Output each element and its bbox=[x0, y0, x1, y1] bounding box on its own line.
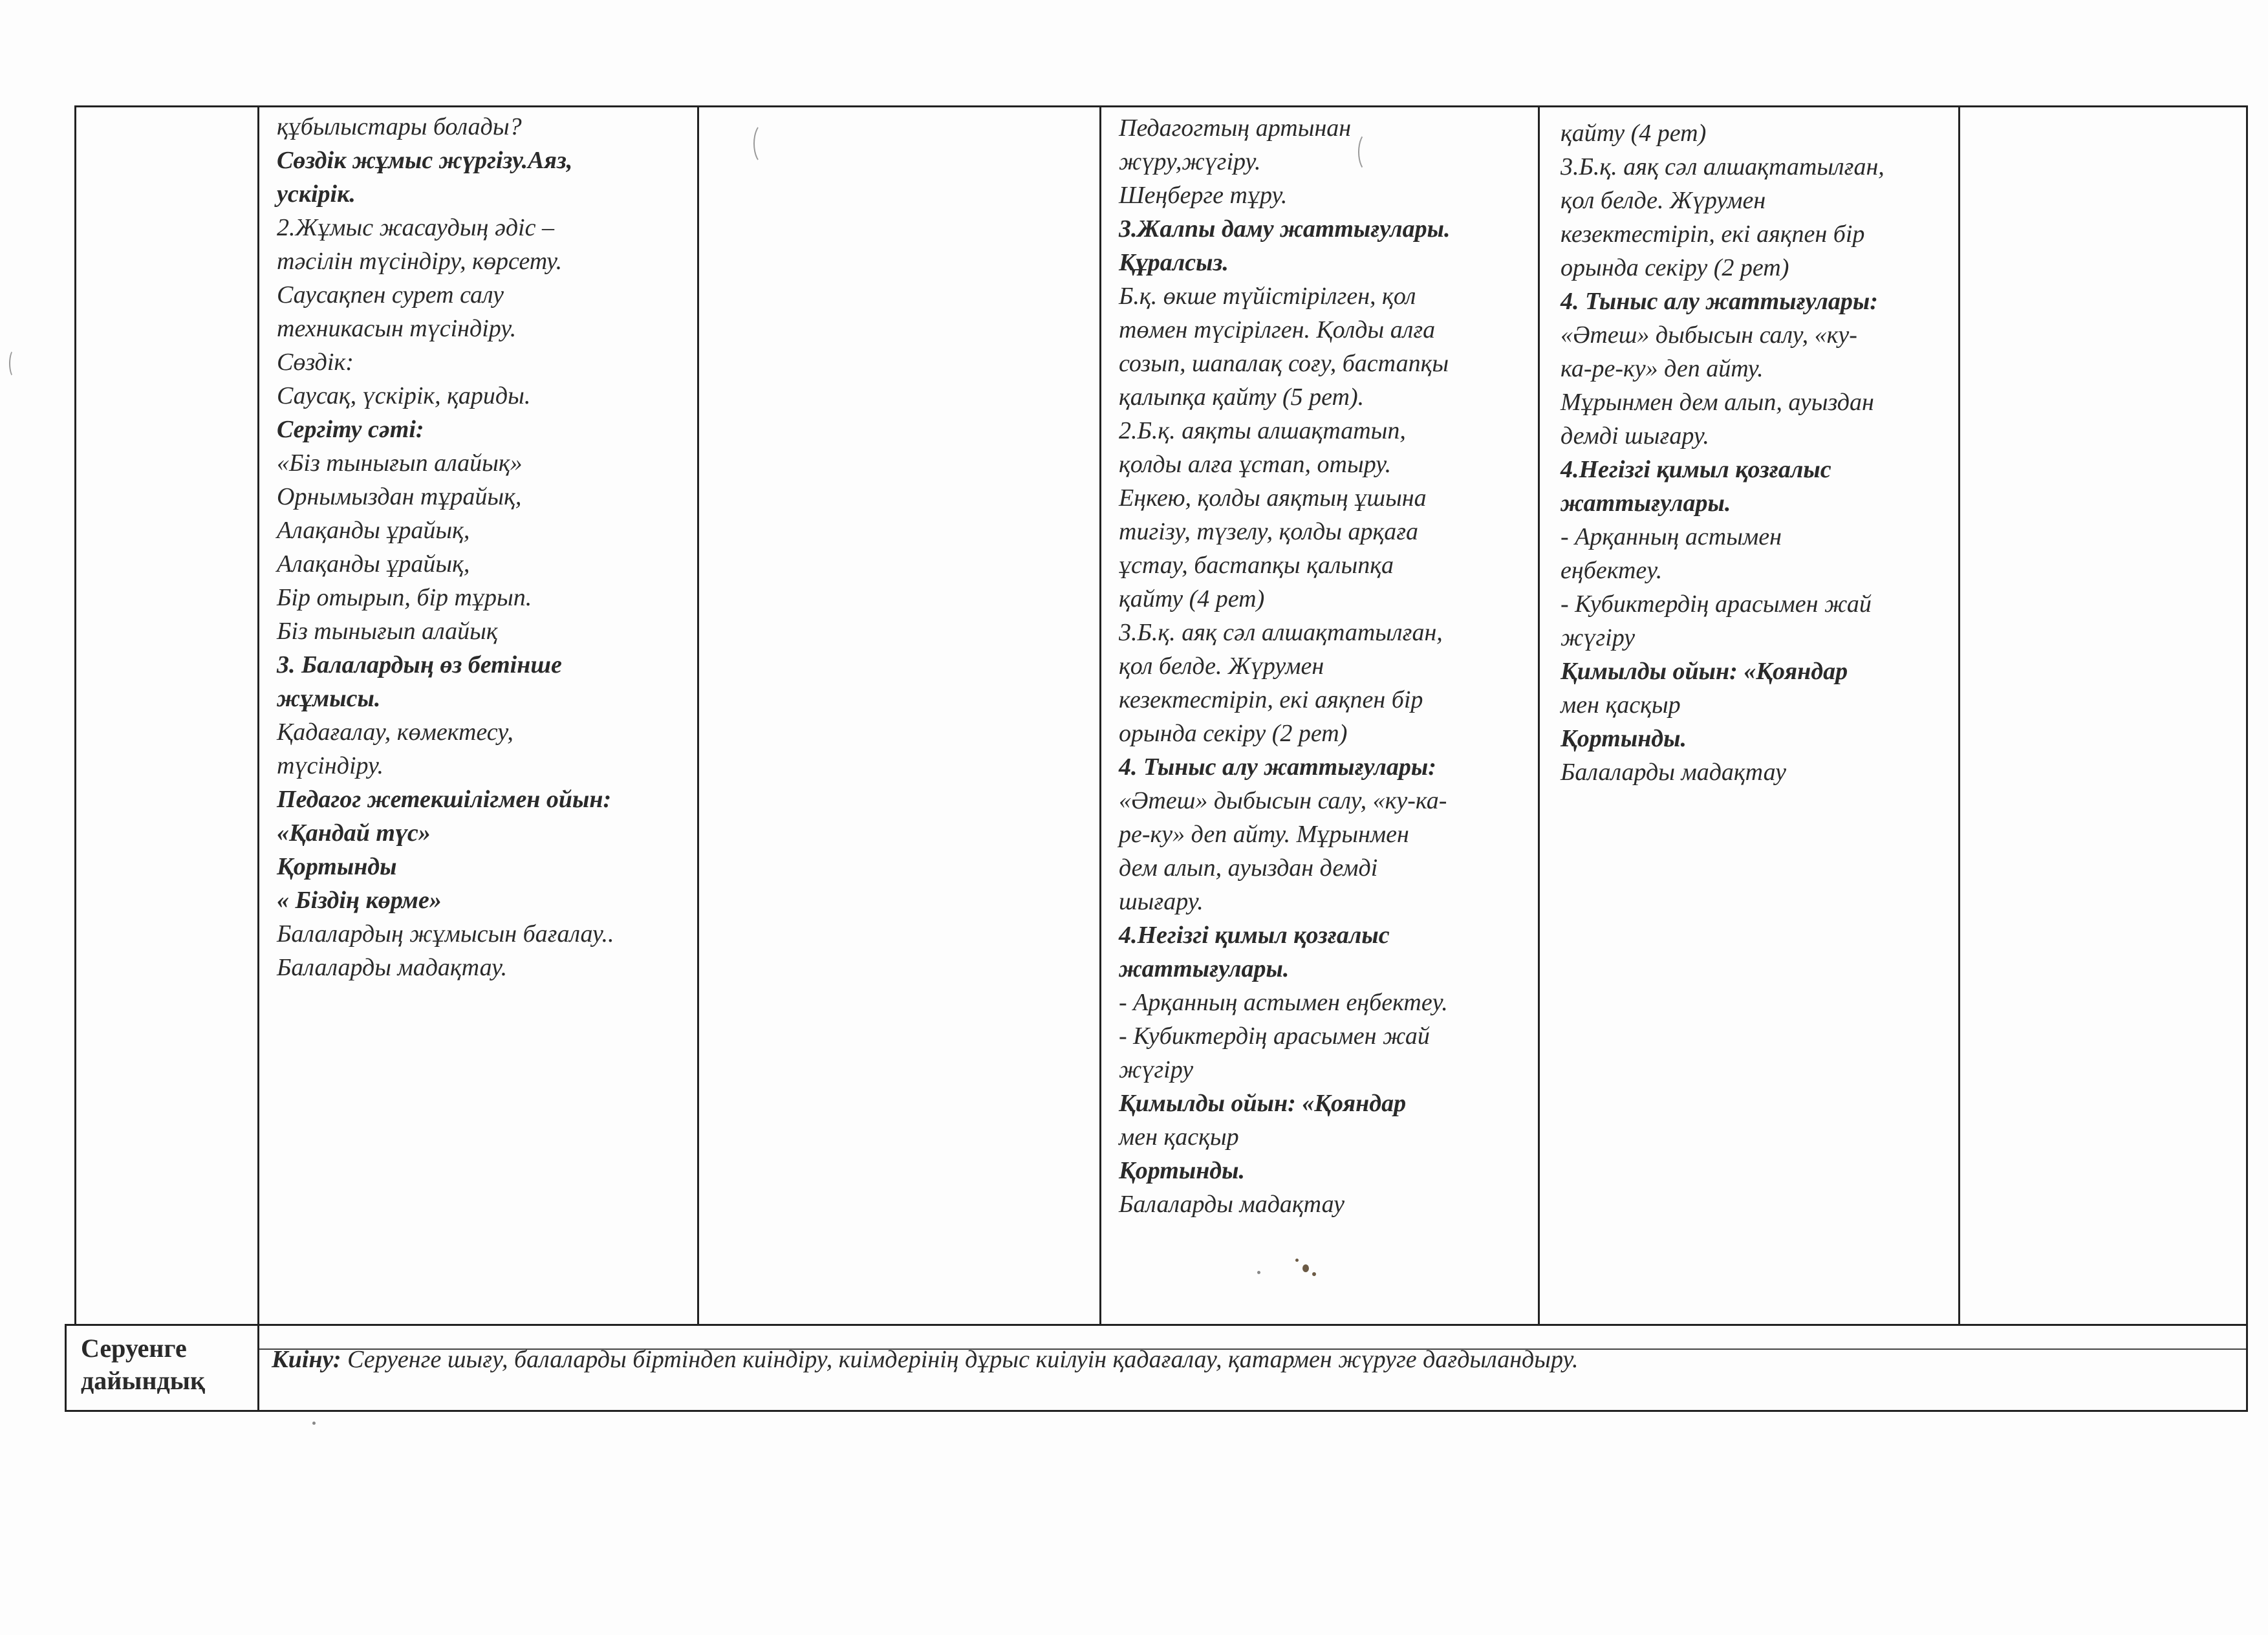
col4-line: созып, шапалақ соғу, бастапқы bbox=[1119, 350, 1449, 377]
col2-line: Балаларды мадақтау. bbox=[277, 954, 508, 981]
col4-line: 2.Б.қ. аяқты алшақтатып, bbox=[1119, 417, 1406, 444]
col4-line: Еңкею, қолды аяқтың ұшына bbox=[1119, 484, 1427, 512]
row-label bbox=[81, 1332, 205, 1397]
col4-line: - Кубиктердің арасымен жай bbox=[1119, 1023, 1430, 1050]
col5-line: «Әтеш» дыбысын салу, «ку- bbox=[1561, 321, 1857, 349]
scan-speck bbox=[1312, 1272, 1316, 1276]
col-border-1 bbox=[257, 105, 259, 1412]
activity-text-col5 bbox=[1561, 116, 1885, 789]
col2-line: ускірік. bbox=[277, 180, 356, 208]
col2-line: Алақанды ұрайық, bbox=[277, 550, 470, 578]
col4-line: төмен түсірілген. Қолды алға bbox=[1119, 316, 1436, 343]
col4-line: дем алып, ауыздан демді bbox=[1119, 854, 1378, 882]
col4-line: Педагогтың артынан bbox=[1119, 114, 1352, 142]
col4-line: Қортынды. bbox=[1119, 1157, 1246, 1184]
col2-line: 2.Жұмыс жасаудың әдіс – bbox=[277, 214, 554, 241]
col4-line: Құралсыз. bbox=[1119, 249, 1229, 276]
col4-line: орында секіру (2 рет) bbox=[1119, 720, 1348, 747]
col4-line: Қимылды ойын: «Қояндар bbox=[1119, 1090, 1407, 1117]
col4-line: 4. Тыныс алу жаттығулары: bbox=[1119, 753, 1436, 781]
scan-mark bbox=[753, 123, 774, 164]
scan-speck bbox=[1302, 1264, 1309, 1272]
scan-mark bbox=[1358, 133, 1376, 171]
col4-line: 4.Негізгі қимыл қозғалыс bbox=[1119, 922, 1390, 949]
col5-line: демді шығару. bbox=[1561, 422, 1709, 449]
col5-line: Мұрынмен дем алып, ауыздан bbox=[1561, 389, 1874, 416]
col4-line: қол белде. Жүрумен bbox=[1119, 653, 1324, 680]
col-border-0 bbox=[74, 105, 76, 1325]
col4-line: мен қасқыр bbox=[1119, 1123, 1239, 1151]
col2-line: Саусақ, үскірік, қариды. bbox=[277, 382, 531, 409]
row-label-line1: Серуенге bbox=[81, 1334, 187, 1363]
col2-line: жұмысы. bbox=[277, 685, 381, 712]
col4-line: кезектестіріп, екі аяқпен бір bbox=[1119, 686, 1423, 713]
col2-line: Педагог жетекшілігмен ойын: bbox=[277, 786, 612, 813]
activity-text-col4 bbox=[1119, 111, 1451, 1221]
col2-line: «Қандай түс» bbox=[277, 819, 431, 847]
col5-line: еңбектеу. bbox=[1561, 557, 1663, 584]
col2-line: Қадағалау, көмектесу, bbox=[277, 719, 513, 746]
col4-line: тигізу, түзелу, қолды арқаға bbox=[1119, 518, 1419, 545]
col-border-0b bbox=[65, 1324, 67, 1411]
col2-line: 3. Балалардың өз бетінше bbox=[277, 651, 562, 678]
row-content-text: Серуенге шығу, балаларды біртіндеп киіндіру, киімдерінің дұрыс киілуін қадағалау, қатармен жүруге дағдыландыру. bbox=[341, 1346, 1579, 1373]
col4-line: қайту (4 рет) bbox=[1119, 585, 1265, 612]
col-border-6 bbox=[2246, 105, 2248, 1412]
col2-line: Бір отырып, бір тұрып. bbox=[277, 584, 532, 611]
row-content bbox=[272, 1343, 1578, 1376]
col4-line: ре-ку» деп айту. Мұрынмен bbox=[1119, 821, 1409, 848]
col2-line: құбылыстары болады? bbox=[277, 113, 522, 140]
col2-line: « Біздің көрме» bbox=[277, 887, 442, 914]
col-border-2 bbox=[697, 105, 699, 1325]
col4-line: «Әтеш» дыбысын салу, «ку-ка- bbox=[1119, 787, 1447, 814]
col4-line: ұстау, бастапқы қалыпқа bbox=[1119, 552, 1394, 579]
activity-text-col2 bbox=[277, 110, 614, 984]
col4-line: шығару. bbox=[1119, 888, 1204, 915]
row-content-lead: Киіну: bbox=[272, 1346, 341, 1373]
scan-speck bbox=[1257, 1271, 1260, 1274]
col2-line: «Біз тынығып алайық» bbox=[277, 449, 523, 477]
col5-line: 4.Негізгі қимыл қозғалыс bbox=[1561, 456, 1831, 483]
col5-line: Қортынды. bbox=[1561, 725, 1687, 752]
col2-line: техникасын түсіндіру. bbox=[277, 315, 517, 342]
row-label-line2: дайындық bbox=[81, 1366, 206, 1395]
col5-line: жаттығулары. bbox=[1561, 490, 1731, 517]
col5-line: мен қасқыр bbox=[1561, 691, 1681, 719]
col5-line: 3.Б.қ. аяқ сәл алшақтатылған, bbox=[1561, 153, 1885, 180]
col2-line: Сөздік жұмыс жүргізу.Аяз, bbox=[277, 147, 573, 174]
col5-line: ка-ре-ку» деп айту. bbox=[1561, 355, 1764, 382]
col2-line: тәсілін түсіндіру, көрсету. bbox=[277, 248, 563, 275]
col2-line: Балалардың жұмысын бағалау.. bbox=[277, 920, 614, 947]
col5-line: орында секіру (2 рет) bbox=[1561, 254, 1789, 281]
col4-line: Б.қ. өкше түйістірілген, қол bbox=[1119, 283, 1416, 310]
col4-line: қалыпқа қайту (5 рет). bbox=[1119, 384, 1365, 411]
col2-line: Қортынды bbox=[277, 853, 397, 880]
col4-line: 3.Б.қ. аяқ сәл алшақтатылған, bbox=[1119, 619, 1443, 646]
col2-line: Алақанды ұрайық, bbox=[277, 517, 470, 544]
col-border-4 bbox=[1538, 105, 1540, 1325]
col2-line: түсіндіру. bbox=[277, 752, 383, 779]
col4-line: жаттығулары. bbox=[1119, 955, 1290, 982]
col5-line: жүгіру bbox=[1561, 624, 1636, 651]
col4-line: жүгіру bbox=[1119, 1056, 1194, 1083]
table-top-border bbox=[74, 105, 2247, 107]
scan-speck bbox=[1295, 1259, 1299, 1262]
scan-speck bbox=[312, 1422, 316, 1425]
row-divider bbox=[65, 1324, 2247, 1326]
col4-line: 3.Жалпы даму жаттығулары. bbox=[1119, 215, 1451, 243]
col5-line: Қимылды ойын: «Қояндар bbox=[1561, 658, 1848, 685]
col4-line: жүру,жүгіру. bbox=[1119, 148, 1261, 175]
col4-line: қолды алға ұстап, отыру. bbox=[1119, 451, 1392, 478]
col5-line: қайту (4 рет) bbox=[1561, 120, 1707, 147]
col5-line: 4. Тыныс алу жаттығулары: bbox=[1561, 288, 1878, 315]
col2-line: Орнымыздан тұрайық, bbox=[277, 483, 522, 510]
table-bottom-border bbox=[65, 1410, 2247, 1412]
col5-line: кезектестіріп, екі аяқпен бір bbox=[1561, 221, 1865, 248]
col2-line: Саусақпен сурет салу bbox=[277, 281, 504, 309]
col2-line: Біз тынығып алайық bbox=[277, 618, 498, 645]
col5-line: қол белде. Жүрумен bbox=[1561, 187, 1766, 214]
col4-line: Балаларды мадақтау bbox=[1119, 1191, 1345, 1218]
col5-line: - Арқанның астымен bbox=[1561, 523, 1782, 550]
scan-mark bbox=[9, 349, 19, 378]
col4-line: - Арқанның астымен еңбектеу. bbox=[1119, 989, 1448, 1016]
col-border-5 bbox=[1958, 105, 1960, 1325]
col4-line: Шеңберге тұру. bbox=[1119, 182, 1288, 209]
col5-line: Балаларды мадақтау bbox=[1561, 759, 1786, 786]
col-border-3 bbox=[1099, 105, 1101, 1325]
col5-line: - Кубиктердің арасымен жай bbox=[1561, 590, 1872, 618]
col2-line: Сөздік: bbox=[277, 349, 354, 376]
col2-line: Сергіту сәті: bbox=[277, 416, 424, 443]
